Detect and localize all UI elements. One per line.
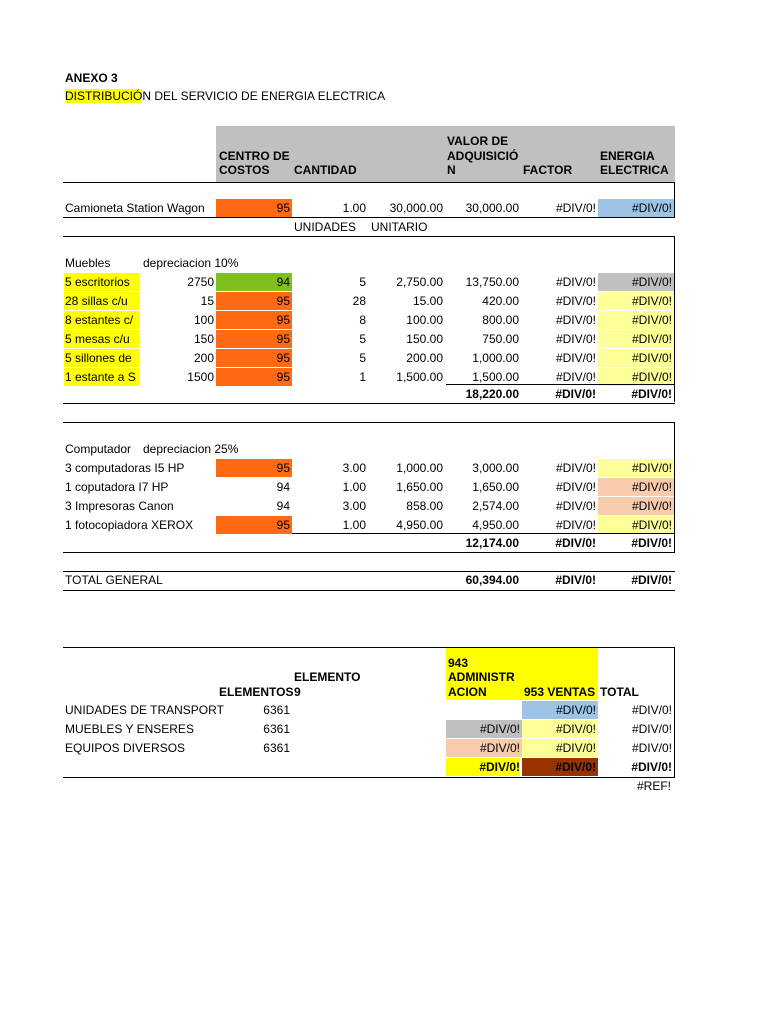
muebles-precio: 150 (193, 332, 214, 346)
muebles-label: Muebles (65, 256, 111, 270)
computadoras-energia: #DIV/0! (598, 478, 674, 496)
computadoras-item: 1 fotocopiadora XEROX (65, 518, 194, 532)
summary-adm-2: ADMINISTR (448, 670, 515, 684)
divider (63, 590, 675, 591)
subtitle-rest: N DEL SERVICIO DE ENERGIA ELECTRICA (142, 89, 386, 103)
divider (63, 182, 675, 183)
computadoras-total-factor: #DIV/0! (555, 536, 596, 550)
summary-total: TOTAL (600, 685, 639, 699)
header-centro-1: CENTRO DE (219, 149, 290, 163)
summary-row-label: MUEBLES Y ENSERES (65, 722, 194, 736)
header-valor-2: ADQUISICIÓ (447, 149, 519, 163)
computadoras-cantidad: 1.00 (342, 480, 366, 494)
summary-row-total: #DIV/0! (631, 722, 672, 736)
divider (63, 777, 675, 778)
summary-row-total: #DIV/0! (631, 703, 672, 717)
muebles-factor: #DIV/0! (555, 313, 596, 327)
computadoras-centro: 94 (276, 480, 290, 494)
muebles-cantidad: 5 (359, 332, 366, 346)
computadoras-centro: 95 (216, 516, 292, 534)
muebles-energia: #DIV/0! (598, 330, 674, 348)
computadoras-centro: 94 (276, 499, 290, 513)
muebles-energia: #DIV/0! (598, 368, 674, 386)
muebles-factor: #DIV/0! (555, 370, 596, 384)
computadoras-cantidad: 1.00 (342, 518, 366, 532)
computadoras-factor: #DIV/0! (555, 518, 596, 532)
camioneta-factor: #DIV/0! (555, 201, 596, 215)
summary-elementos: ELEMENTOS (219, 685, 294, 699)
computadoras-valor: 4,950.00 (472, 518, 519, 532)
muebles-item: 5 mesas c/u (64, 330, 140, 348)
unidades-label: UNIDADES (294, 220, 357, 234)
summary-row-ventas: #DIV/0! (522, 701, 598, 719)
header-centro-2: COSTOS (219, 163, 270, 177)
muebles-factor: #DIV/0! (555, 351, 596, 365)
muebles-unitario: 150.00 (406, 332, 443, 346)
muebles-valor: 420.00 (482, 294, 519, 308)
muebles-unitario: 100.00 (406, 313, 443, 327)
computadoras-cantidad: 3.00 (342, 461, 366, 475)
divider (63, 552, 675, 553)
muebles-precio: 100 (193, 313, 214, 327)
muebles-item: 5 sillones de (64, 349, 140, 367)
muebles-valor: 1,500.00 (472, 370, 519, 384)
divider (63, 236, 675, 237)
divider (674, 182, 675, 218)
muebles-unitario: 200.00 (406, 351, 443, 365)
computadoras-unitario: 4,950.00 (396, 518, 443, 532)
muebles-energia: #DIV/0! (598, 311, 674, 329)
total-general-label: TOTAL GENERAL (65, 573, 163, 587)
muebles-precio: 15 (200, 294, 214, 308)
summary-ventas: 953 VENTAS (524, 685, 596, 699)
muebles-centro: 94 (216, 273, 292, 291)
summary-elemento9-2: 9 (294, 685, 301, 699)
summary-row-ventas: #DIV/0! (522, 720, 598, 738)
summary-total-total: #DIV/0! (631, 760, 672, 774)
muebles-energia: #DIV/0! (598, 349, 674, 367)
muebles-total-factor: #DIV/0! (555, 387, 596, 401)
muebles-cantidad: 1 (359, 370, 366, 384)
muebles-centro: 95 (216, 292, 292, 310)
computadoras-depreciacion: depreciacion 25% (143, 442, 239, 456)
camioneta-valor: 30,000.00 (465, 201, 519, 215)
divider (63, 422, 675, 423)
muebles-unitario: 2,750.00 (396, 275, 443, 289)
header-energia-2: ELECTRICA (600, 163, 669, 177)
summary-row-label: EQUIPOS DIVERSOS (65, 741, 186, 755)
muebles-item: 1 estante a S (64, 368, 140, 386)
camioneta-unitario: 30,000.00 (389, 201, 443, 215)
header-energia-1: ENERGIA (600, 149, 655, 163)
muebles-unitario: 1,500.00 (396, 370, 443, 384)
muebles-centro: 95 (216, 330, 292, 348)
muebles-precio: 200 (193, 351, 214, 365)
computadoras-energia: #DIV/0! (598, 497, 674, 515)
computadoras-factor: #DIV/0! (555, 461, 596, 475)
muebles-total-energia: #DIV/0! (631, 387, 672, 401)
computadoras-centro: 95 (216, 459, 292, 477)
computadoras-label: Computador (65, 442, 132, 456)
computadoras-unitario: 1,650.00 (396, 480, 443, 494)
header-cantidad: CANTIDAD (294, 163, 357, 177)
muebles-depreciacion: depreciacion 10% (143, 256, 239, 270)
computadoras-valor: 1,650.00 (472, 480, 519, 494)
summary-row-elemento: 6361 (263, 741, 290, 755)
divider (63, 217, 675, 218)
muebles-valor: 13,750.00 (465, 275, 519, 289)
divider (674, 647, 675, 778)
summary-total-adm: #DIV/0! (446, 758, 520, 776)
computadoras-energia: #DIV/0! (598, 459, 674, 477)
camioneta-label: Camioneta Station Wagon (65, 201, 205, 215)
muebles-factor: #DIV/0! (555, 275, 596, 289)
summary-adm-3: ACION (448, 685, 487, 699)
computadoras-cantidad: 3.00 (342, 499, 366, 513)
computadoras-item: 1 coputadora I7 HP (65, 480, 169, 494)
total-general-factor: #DIV/0! (555, 573, 596, 587)
muebles-cantidad: 5 (359, 275, 366, 289)
muebles-centro: 95 (216, 368, 292, 386)
summary-row-adm: #DIV/0! (446, 739, 522, 757)
computadoras-energia: #DIV/0! (598, 516, 674, 534)
muebles-cantidad: 8 (359, 313, 366, 327)
muebles-centro: 95 (216, 311, 292, 329)
total-general-valor: 60,394.00 (465, 573, 519, 587)
header-valor-3: N (447, 163, 456, 177)
camioneta-cantidad: 1.00 (342, 201, 366, 215)
page-subtitle (65, 87, 385, 105)
computadoras-factor: #DIV/0! (555, 499, 596, 513)
summary-total-ventas: #DIV/0! (522, 758, 598, 776)
divider (63, 403, 675, 404)
summary-row-elemento: 6361 (263, 722, 290, 736)
summary-row-adm (446, 701, 522, 719)
header-factor: FACTOR (523, 163, 573, 177)
summary-row-ventas: #DIV/0! (522, 739, 598, 757)
summary-elemento9-1: ELEMENTO (294, 670, 361, 684)
computadoras-unitario: 858.00 (406, 499, 443, 513)
computadoras-valor: 2,574.00 (472, 499, 519, 513)
muebles-precio: 2750 (187, 275, 214, 289)
subtitle-highlight: DISTRIBUCIÓ (65, 89, 143, 103)
muebles-factor: #DIV/0! (555, 294, 596, 308)
muebles-energia: #DIV/0! (598, 292, 674, 310)
computadoras-factor: #DIV/0! (555, 480, 596, 494)
muebles-item: 5 escritorios (64, 273, 140, 291)
summary-adm-1: 943 (448, 656, 469, 670)
muebles-valor: 1,000.00 (472, 351, 519, 365)
computadoras-unitario: 1,000.00 (396, 461, 443, 475)
computadoras-item: 3 computadoras I5 HP (65, 461, 185, 475)
muebles-valor: 750.00 (482, 332, 519, 346)
muebles-item: 8 estantes c/ (64, 311, 140, 329)
divider (674, 236, 675, 402)
page-title: ANEXO 3 (65, 71, 118, 85)
summary-row-elemento: 6361 (263, 703, 290, 717)
muebles-precio: 1500 (187, 370, 214, 384)
computadoras-total-energia: #DIV/0! (631, 536, 672, 550)
summary-row-total: #DIV/0! (631, 741, 672, 755)
computadoras-valor: 3,000.00 (472, 461, 519, 475)
computadoras-item: 3 Impresoras Canon (65, 499, 174, 513)
muebles-centro: 95 (216, 349, 292, 367)
muebles-factor: #DIV/0! (555, 332, 596, 346)
camioneta-centro: 95 (216, 199, 292, 217)
unitario-label: UNITARIO (371, 220, 428, 234)
muebles-energia: #DIV/0! (598, 273, 674, 291)
muebles-cantidad: 28 (352, 294, 366, 308)
muebles-total: 18,220.00 (465, 387, 519, 401)
camioneta-energia: #DIV/0! (598, 199, 674, 217)
divider (674, 422, 675, 552)
summary-ref: #REF! (636, 779, 671, 793)
header-valor-1: VALOR DE (447, 134, 509, 148)
total-general-energia: #DIV/0! (631, 573, 672, 587)
computadoras-total: 12,174.00 (465, 536, 519, 550)
summary-row-adm: #DIV/0! (446, 720, 522, 738)
muebles-unitario: 15.00 (412, 294, 443, 308)
muebles-cantidad: 5 (359, 351, 366, 365)
muebles-item: 28 sillas c/u (64, 292, 140, 310)
summary-row-label: UNIDADES DE TRANSPORT (65, 703, 224, 717)
muebles-valor: 800.00 (482, 313, 519, 327)
